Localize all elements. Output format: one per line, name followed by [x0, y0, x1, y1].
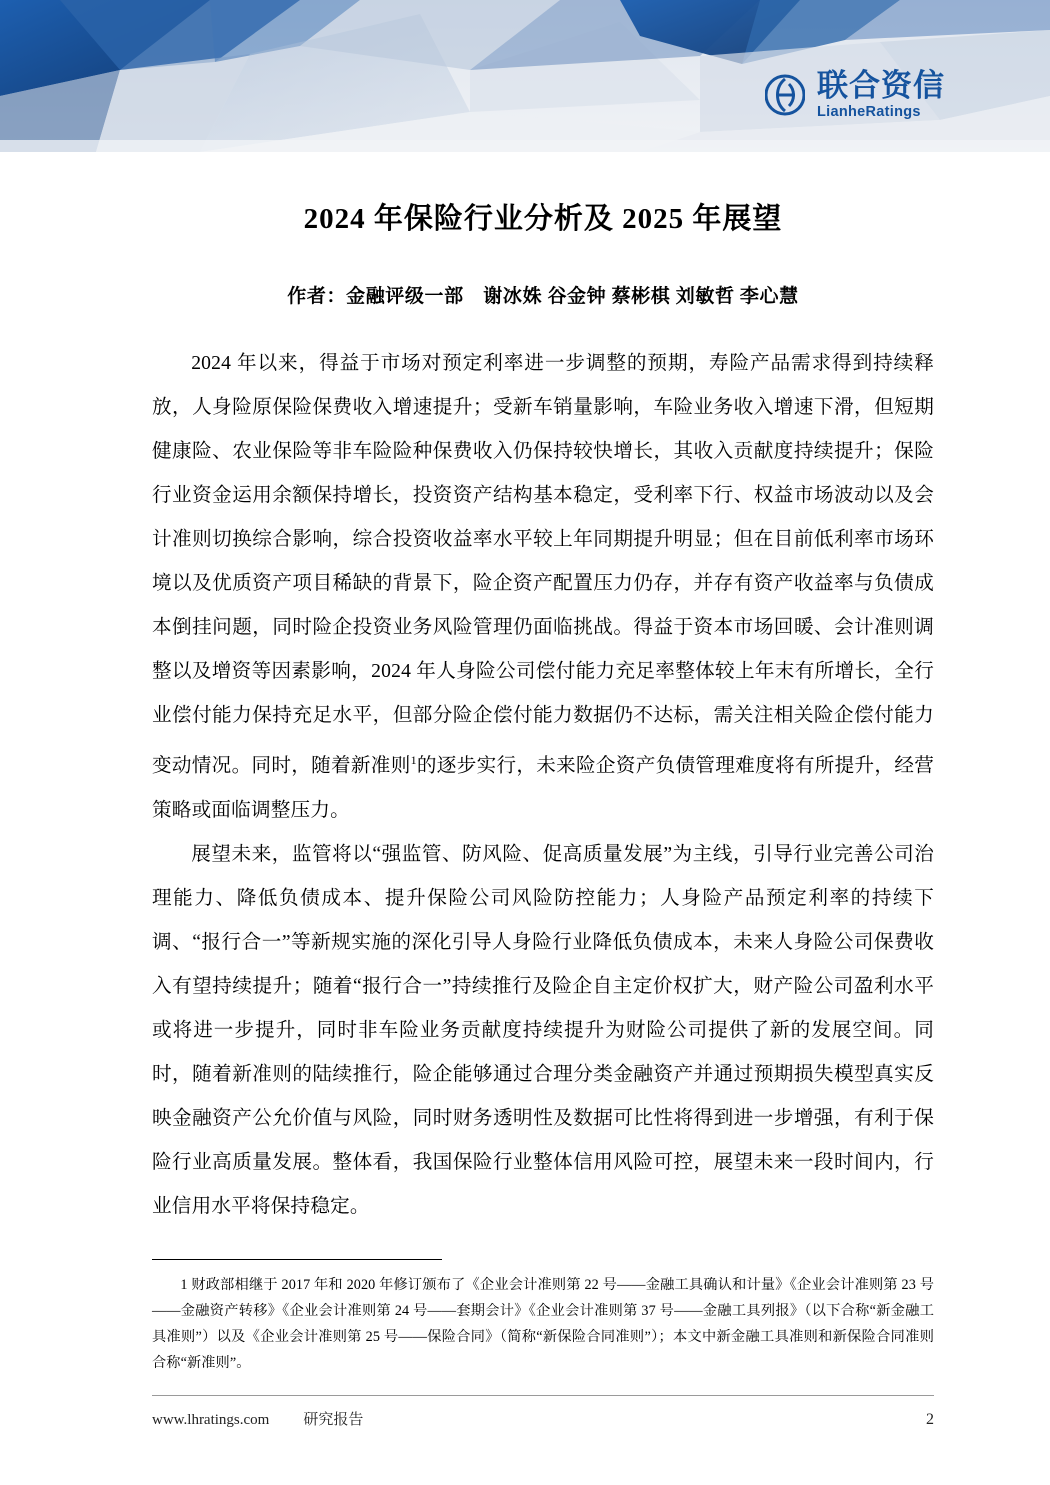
page-footer	[152, 1408, 934, 1429]
paragraph-1-tail: 的逐步实行，未来险企资产负债管理难度将有所提升，经营策略或面临调整压力。	[152, 755, 935, 821]
footnote-marker: 1	[410, 753, 417, 767]
document-authors: 作者：金融评级一部 谢冰姝 谷金钟 蔡彬棋 刘敏哲 李心慧	[287, 286, 799, 307]
logo-text-english: LianheRatings	[817, 104, 921, 120]
paragraph-1	[152, 342, 934, 833]
page-title: 2024 年保险行业分析及 2025 年展望	[303, 203, 783, 235]
document-content	[152, 196, 934, 1376]
paragraph-1-text: 2024 年以来，得益于市场对预定利率进一步调整的预期，寿险产品需求得到持续释放，人身险原保险保费收入增速提升；受新车销量影响，车险业务收入增速下滑，但短期健康险、农业保险等非车险险种保费收入仍保持较快增长，其收入贡献度持续提升；保险行业资金运用余额保持增长，投资资产结构基本稳定，受利率下行、权益市场波动以及会计准则切换综合影响，综合投资收益率水平较上年同期提升明显；但在目前低利率市场环境以及优质资产项目稀缺的背景下，险企资产配置压力仍存，并存有资产收益率与负债成本倒挂问题，同时险企投资业务风险管理仍面临挑战。得益于资本市场回暖、会计准则调整以及增资等因素影响，2024 年人身险公司偿付能力充足率整体较上年末有所增长，全行业偿付能力保持充足水平，但部分险企偿付能力数据仍不达标，需关注相关险企偿付能力变动情况。同时，随着新准则	[152, 353, 934, 777]
footnote-divider	[152, 1259, 442, 1260]
footer-label: 研究报告	[303, 1412, 364, 1428]
footer-website[interactable]: www.lhratings.com	[152, 1412, 270, 1428]
footer-page-number: 2	[926, 1411, 934, 1428]
logo-text-chinese: 联合资信	[817, 68, 945, 103]
footnote-text: 1 财政部相继于 2017 年和 2020 年修订颁布了《企业会计准则第 22 号——金融工具确认和计量》《企业会计准则第 23 号——金融资产转移》《企业会计准则第 24 号——套期会计》《企业会计准则第 37 号——金融工具列报》（以下合称“新金融工具准则”）以及《企业会计准则第 25 号——保险合同》（简称“新保险合同准则”）；本文中新金融工具准则和新保险合同准则合称“新准则”。	[152, 1276, 934, 1371]
footer-divider	[152, 1395, 934, 1396]
paragraph-2: 展望未来，监管将以“强监管、防风险、促高质量发展”为主线，引导行业完善公司治理能力、降低负债成本、提升保险公司风险防控能力；人身险产品预定利率的持续下调、“报行合一”等新规实施的深化引导人身险行业降低负债成本，未来人身险公司保费收入有望持续提升；随着“报行合一”持续推行及险企自主定价权扩大，财产险公司盈利水平或将进一步提升，同时非车险业务贡献度持续提升为财险公司提供了新的发展空间。同时，随着新准则的陆续推行，险企能够通过合理分类金融资产并通过预期损失模型真实反映金融资产公允价值与风险，同时财务透明性及数据可比性将得到进一步增强，有利于保险行业高质量发展。整体看，我国保险行业整体信用风险可控，展望未来一段时间内，行业信用水平将保持稳定。	[152, 843, 934, 1217]
company-logo	[765, 70, 945, 120]
lianhe-logo-icon	[765, 74, 805, 116]
header-banner	[0, 0, 1050, 152]
